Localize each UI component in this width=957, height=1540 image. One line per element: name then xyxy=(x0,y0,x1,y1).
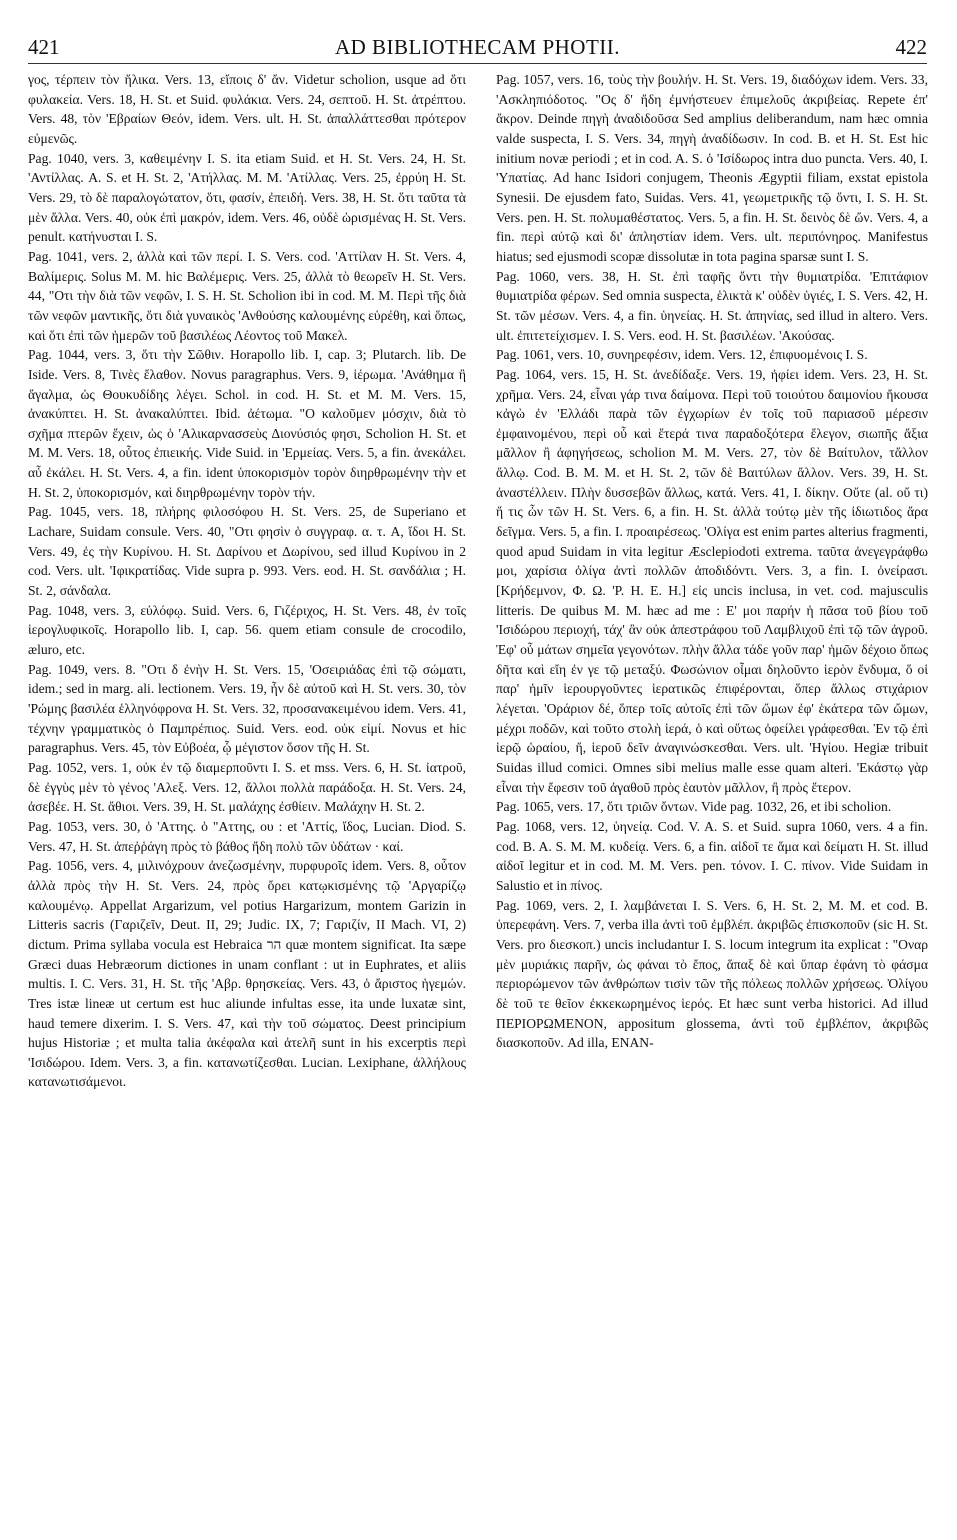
paragraph: Pag. 1064, vers. 15, H. St. ἀνεδίδαξε. Vers. 19, ἠφίει idem. Vers. 23, H. St. χρῆμα. Vers. 24, εἶναι γάρ τινα δαίμονα. Περὶ τοῦ τοιούτου δαιμονίου ἤκουσα κἀγὼ ἐν 'Ελλάδι παρὰ τῶν ἐγχωρίων ἐν τοῖς τοῦ παριασοῦ μέρεσιν ἐμφαινομένου, περὶ οὗ καὶ ἕτερά τινα παραδοξότερα ἔλεγον, σιωπῆς ἄξια μᾶλλον ἢ ἀφηγήσεως, scholion M. M. Vers. 27, τὸν δὲ Βαίτυλον, τἄλλον ἄλλῳ. Cod. B. M. M. et H. St. 2, τῶν δὲ Βαιτύλων ἄλλον. Vers. 39, H. St. ἀναστέλλειν. Πλὴν δυσσεβῶν ἄλλως, κατά. Vers. 41, I. δίκην. Οὔτε (al. οὔ τι) ἥ τις ὦν τῶν H. St. Vers. 6, a fin. H. St. ἀλλὰ τούτῳ μὲν τῆς ἰδιωτιδος ἄρα δεῖγμα. Vers. 5, a fin. I. προαιρέσεως. 'Ολίγα est enim partes alterius fragmenti, quod apud Suidam in vita legitur Æsclepiodoti extrema. ταῦτα ἀνεγεγράφθω μοι, χαρίσια ὀλίγα ἀντὶ πολλῶν ἀποδιδόντι. Vers. 3, a fin. I. ὀνείρασι. [Κρήδεμνον, Φ. Ω. 'Ρ. Η. Ε. Η.] εἰς uncis inclusa, in vet. cod. majusculis litteris. De quibus M. M. hæc ad me : Ε' μοι παρήν ἡ πᾶσα τοῦ βίου τοῦ 'Ισιδώρου περιοχή, τάχ' ἂν οὐκ ἀπεστράφου τοῦ Λαμβλιχοῦ ἐπὶ τῷ τῶν ἀγροῦ. Ἐφ' οὗ μάτων σημεῖα γεγονότων. πλὴν ἄλλα τάδε γοῦν παρ' ἡμῶν δέχοιο ὅπως δῆτα καὶ εἴη ἐν γε τῷ μεταξύ. Φωσώνιον οἶμαι δηλοῦντο ἱερὸν ἔνδυμα, ὅ οἱ παρ' ἡμῖν ἱερουργοῦντες ἱερατικῶς ἐπιφέρονται, ὅπερ ἄλλως στιχάριον λέγεται. 'Οράριον δέ, ὅπερ τοῖς αὐτοῖς ἐπὶ τῶν ὤμων ἐφ' ἑκάτερα τῶν ὤμων, μέχρι ποδῶν, καὶ τοῦτο στολὴ ἱερά, ὁ καὶ οὕτως ὀφείλει γράφεσθαι. Ἐν τῷ ἐπὶ ἱερῷ ὡραίου, ἤ, ἱεροῦ δεῖν ἀναγινώσκεσθαι. Vers. ult. 'Ηγίου. Hegiæ tribuit Suidas illud comici. Omnes sibi melius malle esse quam alteri. 'Εκάστῳ γὰρ εἶναι τὴν ἔφεσιν τοῦ ἀγαθοῦ πρὸς ἑαυτὸν μᾶλλον, ἢ πρὸς ἕτερον. xyxy=(496,366,928,795)
paragraph: Pag. 1041, vers. 2, ἀλλὰ καὶ τῶν περί. I. S. Vers. cod. 'Αττίλαν H. St. Vers. 4, Βαλίμερις. Solus M. M. hic Βαλέμερις. Vers. 25, ἀλλὰ τὸ θεωρεῖν H. St. Vers. 44, "Οτι τὴν διὰ τῶν νεφῶν, I. S. H. St. Scholion ibi in cod. M. M. Περὶ τῆς διὰ τῶν νεφῶν μαντικῆς, ὅτι διὰ γυναικὸς 'Ανθούσης καλουμένης εὑρέθη, καὶ ὅπως, καὶ ὅτι ἐπὶ τῶν ἡμερῶν τοῦ βασιλέως Λέοντος τοῦ Μακελ. xyxy=(28,248,466,343)
paragraph: Pag. 1065, vers. 17, ὅτι τριῶν ὄντων. Vide pag. 1032, 26, et ibi scholion. xyxy=(496,799,892,815)
paragraph: Pag. 1052, vers. 1, οὐκ ἐν τῷ διαμερποῦντι I. S. et mss. Vers. 6, H. St. ἰατροῦ, δὲ ἐγγὺς μὲν τὸ γένος 'Αλεξ. Vers. 12, ἄλλοι πολλὰ παράδοξα. H. St. Vers. 24, ἀσεβέε. H. St. ἄθιοι. Vers. 39, H. St. μαλάχης ἐσθίειν. Μαλάχην H. St. 2. xyxy=(28,759,466,815)
page-number-right: 422 xyxy=(895,35,927,59)
page-number-left: 421 xyxy=(28,35,60,59)
left-column xyxy=(28,70,466,1530)
running-header xyxy=(28,35,927,61)
paragraph: Pag. 1068, vers. 12, ὑηνείᾳ. Cod. V. A. S. et Suid. supra 1060, vers. 4 a fin. cod. B. A. S. M. M. κυδείᾳ. Vers. 6, a fin. αἰδοῖ τε ἅμα καὶ δείματι H. St. illud αἰδοῖ legitur et in cod. M. M. Vers. pen. τόνον. I. C. πίνον. Vide Suidam in Salustio et in πίνος. xyxy=(496,818,928,893)
paragraph: Pag. 1061, vers. 10, συνηρεφέσιν, idem. Vers. 12, ἐπιφυομένοις I. S. xyxy=(496,347,868,363)
paragraph: Pag. 1057, vers. 16, τοὺς τὴν βουλήν. H. St. Vers. 19, διαδόχων idem. Vers. 33, 'Ασκληπιόδοτος. "Ος δ' ἤδη ἐμνήστευεν ἐπιμελοῦς ἀκριβείας. Repete ἐπ' ἄκρον. Deinde πηγὴ ἀναδιδοῦσα Sed amplius deliberandum, nam hæc omnia valde suspecta, I. S. Vers. 34, πηγὴ ἀναδίδωσιν. In cod. B. et H. St. Est hic initium novæ periodi ; et in cod. A. S. ὁ 'Ισίδωρος intra duo puncta. Vers. 40, I. 'Υπατίας. Ad hanc Isidori conjugem, Theonis Ægyptii filiam, exstat epistola Synesii. De ejusdem fato, Suidas. Vers. 41, γεωμετρικῆς τῷ ὄντι, I. S. H. St. Vers. pen. H. St. πολυμαθέστατος. Vers. 5, a fin. H. St. δεινὸς δὲ ὤν. Vers. 4, a fin. περὶ αὐτῷ καὶ δι' ἀπληστίαν idem. Vers. ult. περιπόνηρος. Manifestus hiatus; sed ejusmodi scopæ dissolutæ in tota pagina sparsæ sunt I. S. xyxy=(496,72,928,264)
paragraph: Pag. 1045, vers. 18, πλήρης φιλοσόφου H. St. Vers. 25, de Superiano et Lachare, Suidam consule. Vers. 40, "Οτι φησὶν ὁ συγγραφ. α. τ. A, ἴδοι H. St. Vers. 49, ἐς τὴν Κυρίνου. H. St. Δαρίνου et Δωρίνου, sed illud Κυρίνου in 2 cod. Vers. ult. 'Ιφικρατίδας. Vide supra p. 993. Vers. eod. H. St. σανδάλια ; H. St. 2, σάνδαλα. xyxy=(28,504,466,599)
header-rule xyxy=(28,63,927,64)
paragraph: Pag. 1040, vers. 3, καθειμένην I. S. ita etiam Suid. et H. St. Vers. 24, H. St. 'Αντίλλας. A. S. et H. St. 2, 'Ατήλλας. M. M. 'Ατίλλας. Vers. 25, ἐρρύη H. St. Vers. 29, τὸ δὲ παραλογώτατον, ὅτι, φασίν, ἐπειδή. Vers. 38, H. St. ὅτι ταῦτα τὰ μὲν ἄλλα. Vers. 40, οὐκ ἐπὶ μακρόν, idem. Vers. 46, οὐδὲ ὡρισμένας H. St. Vers. penult. κατήνυσται I. S. xyxy=(28,150,466,245)
paragraph: Pag. 1049, vers. 8. "Οτι δ ἐνὴν H. St. Vers. 15, 'Οσειριάδας ἐπὶ τῷ σώματι, idem.; sed in marg. ali. lectionem. Vers. 19, ἦν δὲ αὐτοῦ καὶ H. St. vers. 30, τὸν 'Ρώμης βασιλέα ἑλληνόφρονα H. St. Vers. 32, προσανακειμένου idem. Vers. 41, τέχνην γραμματικὸς ὁ Παμπρέπιος. Suid. Vers. eod. οὐκ εἰμί. Novus et hic paragraphus. Vers. 45, τὸν Εὐβοέα, ᾧ μέγιστον ὅσον τῆς H. St. xyxy=(28,661,466,756)
paragraph: Pag. 1056, vers. 4, μιλινόχρουν ἀνεζωσμένην, πυρφυροῖς idem. Vers. 8, οὗτον ἀλλὰ πρὸς τὴν H. St. Vers. 24, πρὸς ὄρει κατῳκισμένης τῷ 'Αργαρίζῳ καλουμένῳ. Appellat Argarizum, vel potius Hargarizum, montem Garizin in Litteris sacris (Γαριζεῖν, Deut. II, 29; Judic. IX, 7; Γαριζίν, II Mach. VI, 2) dictum. Prima syllaba vocula est Hebraica הר quæ montem significat. Ita sæpe Græci duas Hebræorum dictiones in unam conflant : ut in Euphrates, et aliis multis. I. C. Vers. 31, H. St. τῆς 'Αβρ. θρησκείας. Vers. 43, ὁ ἄριστος ἡγεμών. Tres istæ lineæ ut certum est huc aliunde infultas esse, ita unde luxatæ sint, haud temere dixerim. I. S. Vers. 47, καὶ τὴν τοῦ σώματος. Deest principium hujus Historiæ ; et multa talia ἀκέφαλα καὶ ἀτελῆ sunt in his excerptis περὶ 'Ισιδώρου. Idem. Vers. 3, a fin. κατανωτίζεσθαι. Lucian. Lexiphane, ἀλλήλους κατανωτισάμενοι. xyxy=(28,858,466,1090)
running-title: AD BIBLIOTHECAM PHOTII. xyxy=(334,35,621,59)
paragraph: Pag. 1053, vers. 30, ὁ 'Αττης. ὁ "Αττης, ου : et 'Αττίς, ἴδος, Lucian. Diod. S. Vers. 47, H. St. ἀπεῤῥάγη πρὸς τὸ βάθος ἤδη πολὺ τῶν ὑδάτων · καί. xyxy=(28,818,466,854)
paragraph: Pag. 1069, vers. 2, I. λαμβάνεται I. S. Vers. 6, H. St. 2, M. M. et cod. B. ὑπερεφάνη. Vers. 7, verba illa ἀντὶ τοῦ ἐμβλέπ. ἀκριβῶς ἐπισκοποῦν (sic H. St. Vers. pro διεσκοπ.) uncis includantur I. S. locum integrum ita explicat : "Οναρ μὲν μυριάκις παρῆν, ὡς φάναι τὸ ἔπος, ἅπαξ δὲ καὶ ὕπαρ ἐφάνη τὸ φάσμα περιορώμενον τῶν ἀνθρώπων τισὶν τῶν τῆς πόλεως πολλῶν χρήσεως. Ὀλίγου δὲ τοῦ τε θεῖον ἐκκεκωρημένος ἱερός. Et hæc sunt verba historici. Ad illud ΠΕΡΙΟΡΩΜΕΝΟΝ, appositum glossema, ἀντὶ τοῦ ἐμβλέπον, ἀκριβῶς διασκοποῦν. Ad illa, ENAN- xyxy=(496,897,928,1051)
paragraph: Pag. 1044, vers. 3, ὅτι τὴν Σῶθιν. Horapollo lib. I, cap. 3; Plutarch. lib. De Iside. Vers. 8, Τινὲς ἔλαθον. Novus paragraphus. Vers. 9, ἱέρωμα. 'Ανάθημα ἢ ἄγαλμα, ὡς Θουκυδίδης λέγει. Schol. in cod. H. St. et M. M. Vers. 15, ἀνακύπτει. H. St. ἀνακαλύπτει. Ibid. ἀέτωμα. "Ο καλοῦμεν μόσχιν, διὰ τὸ σχῆμα πτερῶν ἔχειν, ὡς ὁ 'Αλικαρνασσεὺς Διονύσιός φησι, Scholion H. St. et M. M. Vers. 18, οὗτος ἐπιεικής. Vide Suid. in 'Ερμείας. Vers. 5, a fin. ἀνεκάλει. αὖ ἐκάλει. H. St. Vers. 4, a fin. ident ὑποκορισμὸν τορὸν διηρθρωμένην τὴν et H. St. 2, ὑποκορισμόν, καὶ διηρθρωμένην τορὸν τήν. xyxy=(28,347,466,500)
right-column xyxy=(496,70,928,1530)
paragraph: Pag. 1060, vers. 38, H. St. ἐπὶ ταφῆς ὄντι τὴν θυμιατρίδα. 'Επιτάφιον θυμιατρίδα φέρων. Sed omnia suspecta, ἑλικτὰ κ' οὐδὲν ὑγιές, I. S. Vers. 42, H. St. τῶν μέσων. Vers. 4, a fin. ὑηνείας. H. St. ἀπηνίας, sed illud in altero. Vers. ult. ἐπιτετείχισμεν. I. S. Vers. eod. H. St. βασιλέων. 'Ακούσας. xyxy=(496,268,928,343)
paragraph: Pag. 1048, vers. 3, εὐλόφῳ. Suid. Vers. 6, Γιζέριχος, H. St. Vers. 48, ἐν τοῖς ἱερογλυφικοῖς. Horapollo lib. I, cap. 56. quem etiam consule de crocodilo, æluro, etc. xyxy=(28,602,466,658)
paragraph: γος, τέρπειν τὸν ἥλικα. Vers. 13, εἴποις δ' ἄν. Videtur scholion, usque ad ὅτι φυλακεία. Vers. 18, H. St. et Suid. φυλάκια. Vers. 24, σεπτοῦ. H. St. ἀτρέπτου. Vers. 48, τὸν 'Εβραίων Θεόν, idem. Vers. ult. H. St. ἀπαλλάττεσθαι πρότερον εὐμενῶς. xyxy=(28,72,466,146)
